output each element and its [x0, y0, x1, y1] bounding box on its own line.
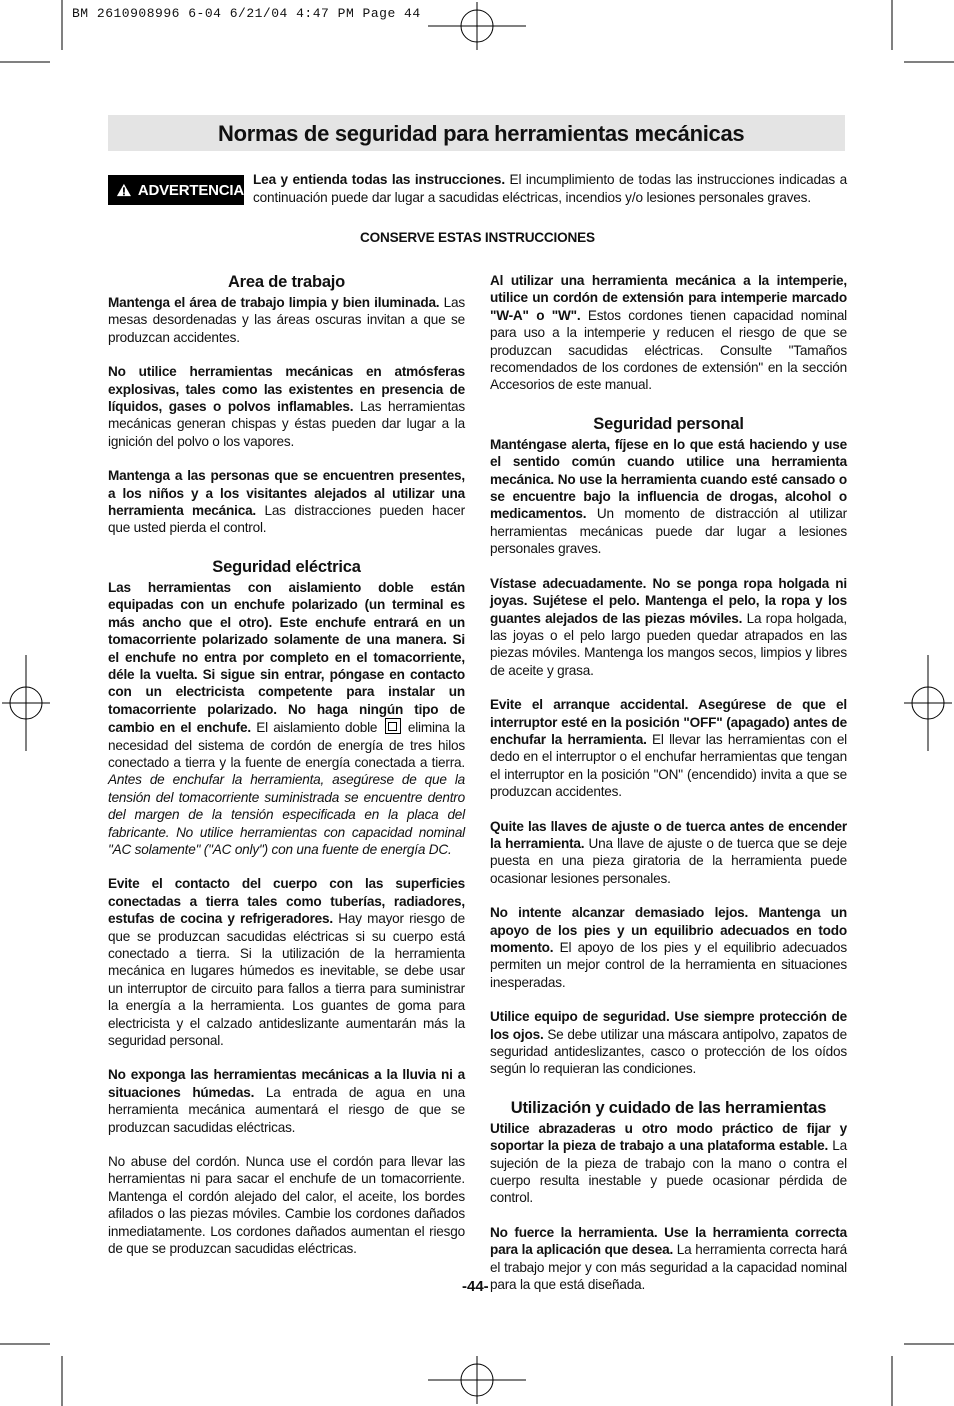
paragraph: Al utilizar una herramienta mecánica a la intemperie, utilice un cordón de extensión para intemperie marcado "W-A" o "W". Estos cordones tienen capacidad nominal para uso a la intemperie y reducen el riesgo de que se produzcan sacudidas eléctricas. Consulte "Tamaños recomendados de los cordones de extensión" en la sección Accesorios de este manual.	[490, 273, 848, 393]
warning-lead: Lea y entienda todas las instrucciones.	[253, 172, 505, 187]
paragraph: Quite las llaves de ajuste o de tuerca antes de encender la herramienta. Una llave de ajuste o de tuerca que se deje puesta en una pieza giratoria de la herramienta puede ocasionar lesiones personales.	[490, 818, 847, 886]
paragraph: No abuse del cordón. Nunca use el cordón para llevar las herramientas ni para sacar el enchufe de un tomacorriente. Mantenga el cordón alejado del calor, el aceite, los bordes afilados o las piezas móviles. Cambie los cordones dañados inmediatamente. Los cordones dañados aumentan el riesgo de que se produzcan sacudidas eléctricas.	[108, 1154, 465, 1257]
warning-label: ADVERTENCIA	[137, 181, 244, 199]
warning-text: El incumplimiento de todas las instrucciones indicadas a continuación puede dar lugar a sacudidas eléctricas, incendios y/o lesiones personales graves.	[253, 172, 847, 205]
printer-slug: BM 2610908996 6-04 6/21/04 4:47 PM Page 44	[72, 6, 421, 21]
paragraph: Evite el contacto del cuerpo con las superficies conectadas a tierra tales como tuberías, radiadores, estufas de cocina y refrigeradores. Hay mayor riesgo de que se produzcan sacudidas eléctricas si su cuerpo está conectado a tierra. Si la utilización de la herramienta mecánica en lugares húmedos es inevitable, se debe usar un interruptor de circuito para fallos a tierra para suministrar la energía a la herramienta. Los guantes de goma para electricista y el calzado antideslizante aumentarán más la seguridad personal.	[108, 876, 465, 1049]
warning-intro	[108, 171, 847, 207]
page-title: Normas de seguridad para herramientas mecánicas	[218, 121, 745, 146]
page-number: -44-	[462, 1278, 489, 1295]
paragraph: No utilice herramientas mecánicas en atmósferas explosivas, tales como las existentes en presencia de líquidos, gases o polvos inflamables. Las herramientas mecánicas generan chispas y éstas pueden dar lugar a la ignición del polvo o los vapores.	[108, 364, 465, 449]
title-bar	[108, 115, 845, 151]
paragraph: Utilice equipo de seguridad. Use siempre protección de los ojos. Se debe utilizar una máscara antipolvo, zapatos de seguridad antideslizantes, casco o protección de los oídos según lo requieran las condiciones.	[490, 1009, 847, 1077]
heading-area-trabajo: Area de trabajo	[227, 273, 346, 291]
paragraph: No intente alcanzar demasiado lejos. Mantenga un apoyo de los pies y un equilibrio adecuados en todo momento. El apoyo de los pies y el equilibrio adecuados permiten un mejor control de la herramienta en situaciones inesperadas.	[490, 905, 847, 990]
paragraph: Utilice abrazaderas u otro modo práctico de fijar y soportar la pieza de trabajo a una plataforma estable. La sujeción de la pieza de trabajo con la mano o contra el cuerpo resulta inestable y puede ocasionar pérdida de control.	[490, 1120, 847, 1206]
heading-utilizacion-cuidado: Utilización y cuidado de las herramientas	[510, 1098, 827, 1117]
paragraph: Evite el arranque accidental. Asegúrese de que el interruptor esté en la posición "OFF" (apagado) antes de enchufar la herramienta. El llevar las herramientas con el dedo en el interruptor o el enchufar herramientas que tengan el interruptor en la posición "ON" (encendido) invita a que se produzcan accidentes.	[490, 697, 847, 800]
paragraph: Manténgase alerta, fíjese en lo que está haciendo y use el sentido común cuando utilice una herramienta mecánica. No use la herramienta cuando esté cansado o se encuentre bajo la influencia de drogas, alcohol o medicamentos. Un momento de distracción al utilizar herramientas mecánicas puede dar lugar a lesiones personales graves.	[490, 436, 847, 557]
heading-seguridad-personal: Seguridad personal	[593, 414, 744, 433]
left-column	[108, 272, 465, 1275]
right-column	[490, 272, 847, 1311]
paragraph: Vístase adecuadamente. No se ponga ropa holgada ni joyas. Sujétese el pelo. Mantenga el pelo, la ropa y los guantes alejados de las piezas móviles. La ropa holgada, las joyas o el pelo largo pueden quedar atrapados en las piezas móviles. Mantenga los mangos secos, limpios y libres de aceite y grasa.	[490, 575, 847, 678]
paragraph: Mantenga el área de trabajo limpia y bien iluminada. Las mesas desordenadas y las áreas oscuras invitan a que se produzcan accidentes.	[108, 295, 465, 345]
double-insulation-icon	[385, 718, 401, 734]
paragraph: No fuerce la herramienta. Use la herramienta correcta para la aplicación que desea. La herramienta correcta hará el trabajo mejor y con más seguridad a la capacidad nominal para la que está diseñada.	[490, 1224, 847, 1293]
conserve-instructions: CONSERVE ESTAS INSTRUCCIONES	[360, 230, 595, 245]
paragraph: Las herramientas con aislamiento doble están equipadas con un enchufe polarizado (un terminal es más ancho que el otro). Este enchufe entrará en un tomacorriente polarizado solamente de una manera. Si el enchufe no entra por completo en el tomacorriente, déle la vuelta. Si sigue sin entrar, póngase en contacto con un electricista competente para instalar un tomacorriente polarizado. No haga ningún tipo de cambio en el enchufe. El aislamiento doble elimina la necesidad del sistema de cordón de energía de tres hilos conectado a tierra y la fuente de energía conectada a tierra. Antes de enchufar la herramienta, asegúrese de que la tensión del tomacorriente suministrada se encuentre dentro del margen de la tensión especificada en la placa del fabricante. No utilice herramientas con capacidad nominal "AC solamente" ("AC only") con una fuente de energía DC.	[108, 579, 465, 857]
paragraph: Mantenga a las personas que se encuentren presentes, a los niños y a los visitantes alejados al utilizar una herramienta mecánica. Las distracciones pueden hacer que usted pierda el control.	[108, 468, 465, 536]
paragraph: No exponga las herramientas mecánicas a la lluvia ni a situaciones húmedas. La entrada de agua en una herramienta mecánica aumentará el riesgo de que se produzcan sacudidas eléctricas.	[108, 1067, 465, 1135]
heading-seguridad-electrica: Seguridad eléctrica	[212, 557, 361, 576]
